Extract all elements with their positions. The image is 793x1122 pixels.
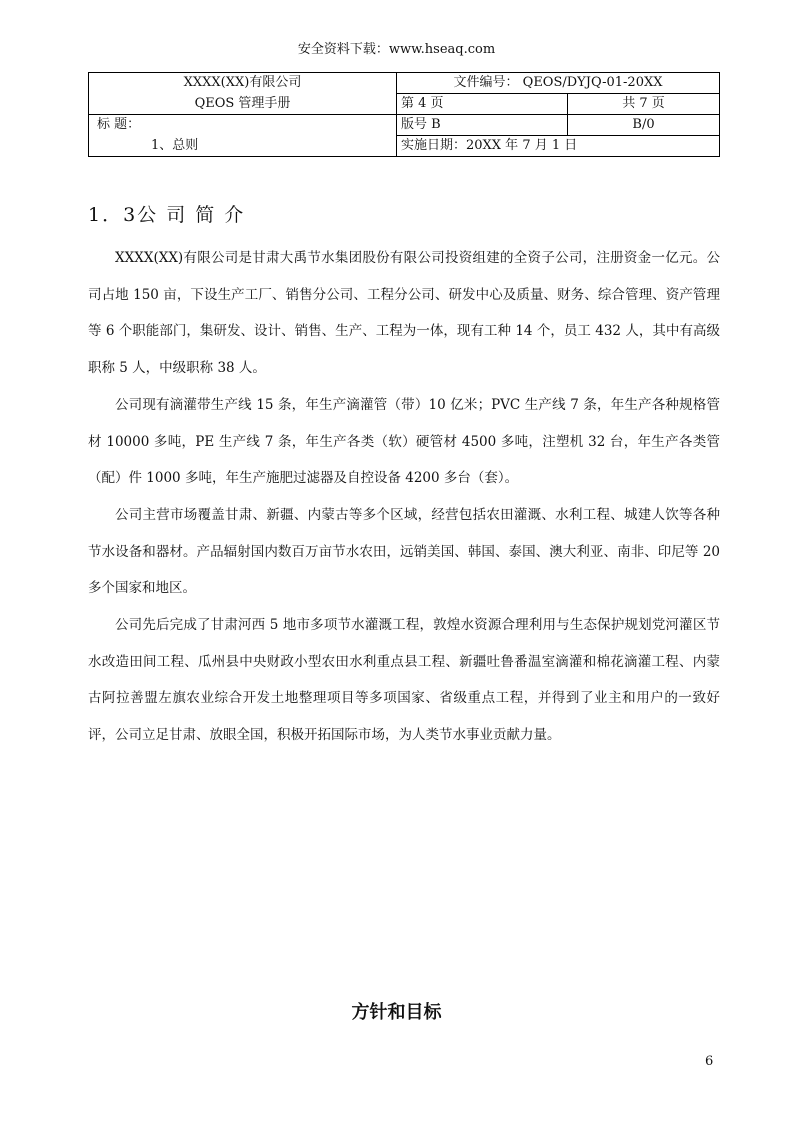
effective-date: 实施日期：20XX 年 7 月 1 日 (397, 136, 720, 157)
document-header-table (88, 72, 720, 157)
company-name: XXXX(XX)有限公司 (89, 73, 397, 94)
manual-name: QEOS 管理手册 (89, 94, 397, 115)
title-value: 1、总则 (89, 136, 397, 157)
version: 版号 B (397, 115, 568, 136)
current-page: 第 4 页 (397, 94, 568, 115)
paragraph: 公司先后完成了甘肃河西 5 地市多项节水灌溉工程，敦煌水资源合理利用与生态保护规划党河灌区节水改造田间工程、瓜州县中央财政小型农田水利重点县工程、新疆吐鲁番温室滴灌和棉花滴灌工程、内蒙古阿拉善盟左旗农业综合开发土地整理项目等多项国家、省级重点工程，并得到了业主和用户的一致好评，公司立足甘肃、放眼全国，积极开拓国际市场，为人类节水事业贡献力量。 (88, 617, 720, 744)
paragraph: 公司主营市场覆盖甘肃、新疆、内蒙古等多个区域，经营包括农田灌溉、水利工程、城建人饮等各种节水设备和器材。产品辐射国内数百万亩节水农田，远销美国、韩国、泰国、澳大利亚、南非、印尼等 20 多个国家和地区。 (88, 506, 720, 597)
document-number: 文件编号： QEOS/DYJQ-01-20XX (397, 73, 720, 94)
paragraph: XXXX(XX)有限公司是甘肃大禹节水集团股份有限公司投资组建的全资子公司，注册资金一亿元。公司占地 150 亩，下设生产工厂、销售分公司、工程分公司、研发中心及质量、财务、综合管理、资产管理等 6 个职能部门，集研发、设计、销售、生产、工程为一体，现有工种 14 个，员工 432 人，其中有高级职称 5 人，中级职称 38 人。 (88, 250, 720, 377)
total-pages: 共 7 页 (568, 94, 720, 115)
version-code: B/0 (568, 115, 720, 136)
section-heading: 1．3公 司 简 介 (88, 204, 246, 226)
next-section-heading: 方针和目标 (351, 1002, 442, 1023)
page-number: 6 (705, 1054, 714, 1069)
section-body (88, 240, 720, 754)
site-header: 安全资料下载：www.hseaq.com (297, 42, 496, 57)
title-label: 标 题： (89, 115, 397, 136)
paragraph: 公司现有滴灌带生产线 15 条，年生产滴灌管（带）10 亿米；PVC 生产线 7 条，年生产各种规格管材 10000 多吨，PE 生产线 7 条，年生产各类（软）硬管材 4500 多吨，注塑机 32 台，年生产各类管（配）件 1000 多吨，年生产施肥过滤器及自控设备 4200 多台（套）。 (88, 396, 720, 487)
